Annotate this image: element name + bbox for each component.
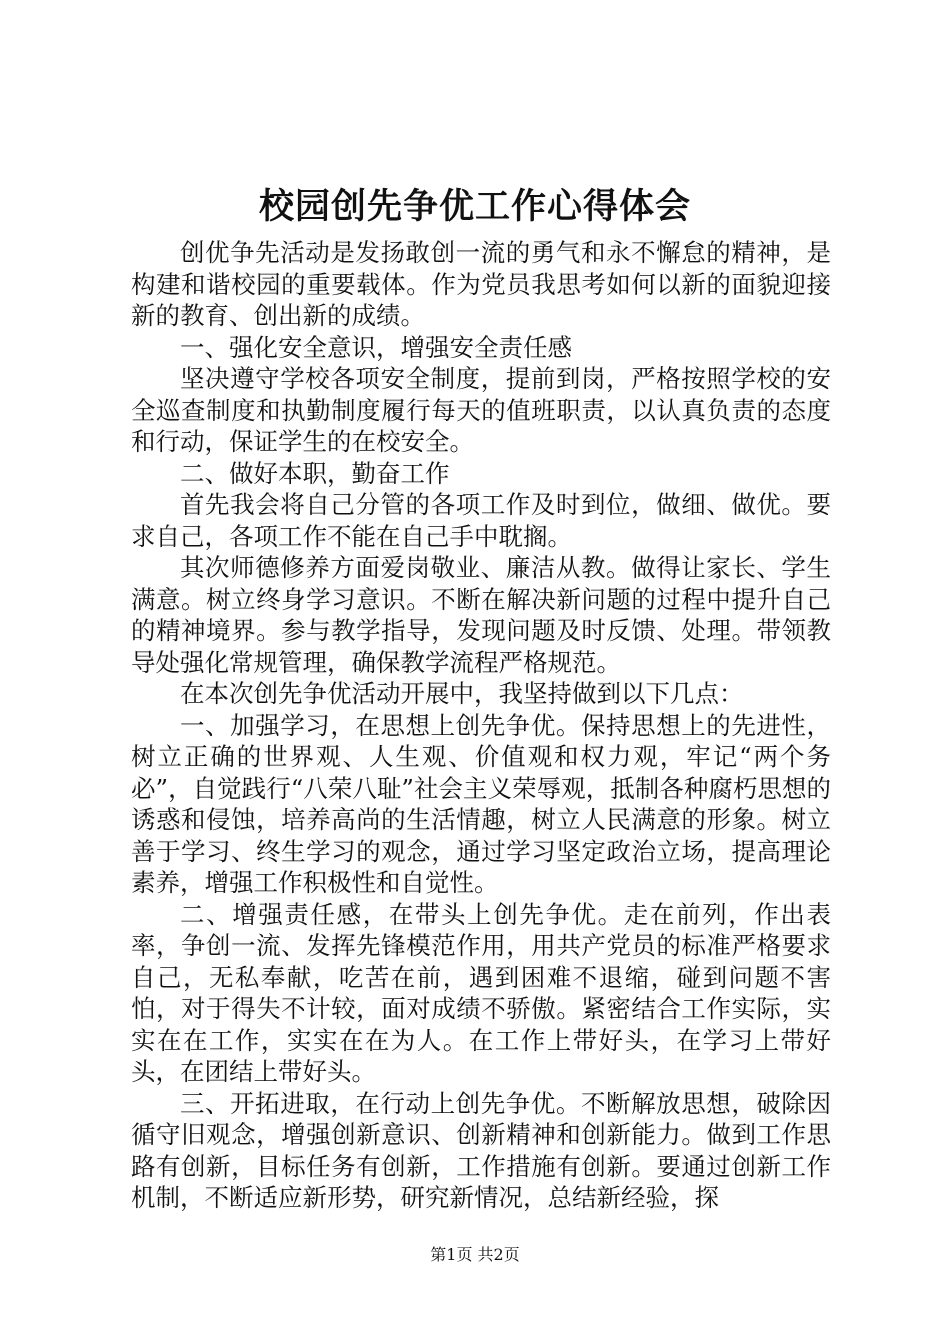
section-heading-safety: 一、强化安全意识，增强安全责任感	[180, 332, 572, 362]
paragraph-points-intro: 在本次创先争优活动开展中，我坚持做到以下几点：	[180, 679, 744, 708]
paragraph-safety: 坚决遵守学校各项安全制度，提前到岗，严格按照学校的安全巡查制度和执勤制度履行每天的值班职责，以认真负责的态度和行动，保证学生的在校安全。	[131, 364, 831, 456]
paragraph-duty-first: 首先我会将自己分管的各项工作及时到位，做细、做优。要求自己，各项工作不能在自己手中耽搁。	[131, 490, 831, 551]
section-heading-duty: 二、做好本职，勤奋工作	[180, 458, 450, 488]
document-title: 校园创先争优工作心得体会	[258, 186, 691, 227]
paragraph-point-responsibility: 二、增强责任感，在带头上创先争优。走在前列，作出表率，争创一流、发挥先锋模范作用，用共产党员的标准严格要求自己，无私奉献，吃苦在前，遇到困难不退缩，碰到问题不害怕，对于得失不计较，面对成绩不骄傲。紧密结合工作实际，实实在在工作，实实在在为人。在工作上带好头，在学习上带好头，在团结上带好头。	[131, 899, 831, 1086]
page-number-footer: 第1页 共2页	[430, 1245, 520, 1264]
paragraph-point-innovation: 三、开拓进取，在行动上创先争优。不断解放思想，破除因循守旧观念，增强创新意识、创新精神和创新能力。做到工作思路有创新，目标任务有创新，工作措施有创新。要通过创新工作机制，不断适应新形势，研究新情况，总结新经验，探	[131, 1088, 831, 1212]
paragraph-duty-second: 其次师德修养方面爱岗敬业、廉洁从教。做得让家长、学生满意。树立终身学习意识。不断在解决新问题的过程中提升自己的精神境界。参与教学指导，发现问题及时反馈、处理。带领教导处强化常规管理，确保教学流程严格规范。	[131, 553, 831, 677]
paragraph-point-study: 一、加强学习，在思想上创先争优。保持思想上的先进性，树立正确的世界观、人生观、价值观和权力观，牢记“两个务必”，自觉践行“八荣八耻”社会主义荣辱观，抵制各种腐朽思想的诱惑和侵蚀，培养高尚的生活情趣，树立人民满意的形象。树立善于学习、终生学习的观念，通过学习坚定政治立场，提高理论素养，增强工作积极性和自觉性。	[131, 710, 831, 897]
paragraph-intro: 创优争先活动是发扬敢创一流的勇气和永不懈怠的精神，是构建和谐校园的重要载体。作为党员我思考如何以新的面貌迎接新的教育、创出新的成绩。	[131, 238, 831, 330]
document-body	[131, 237, 831, 1214]
